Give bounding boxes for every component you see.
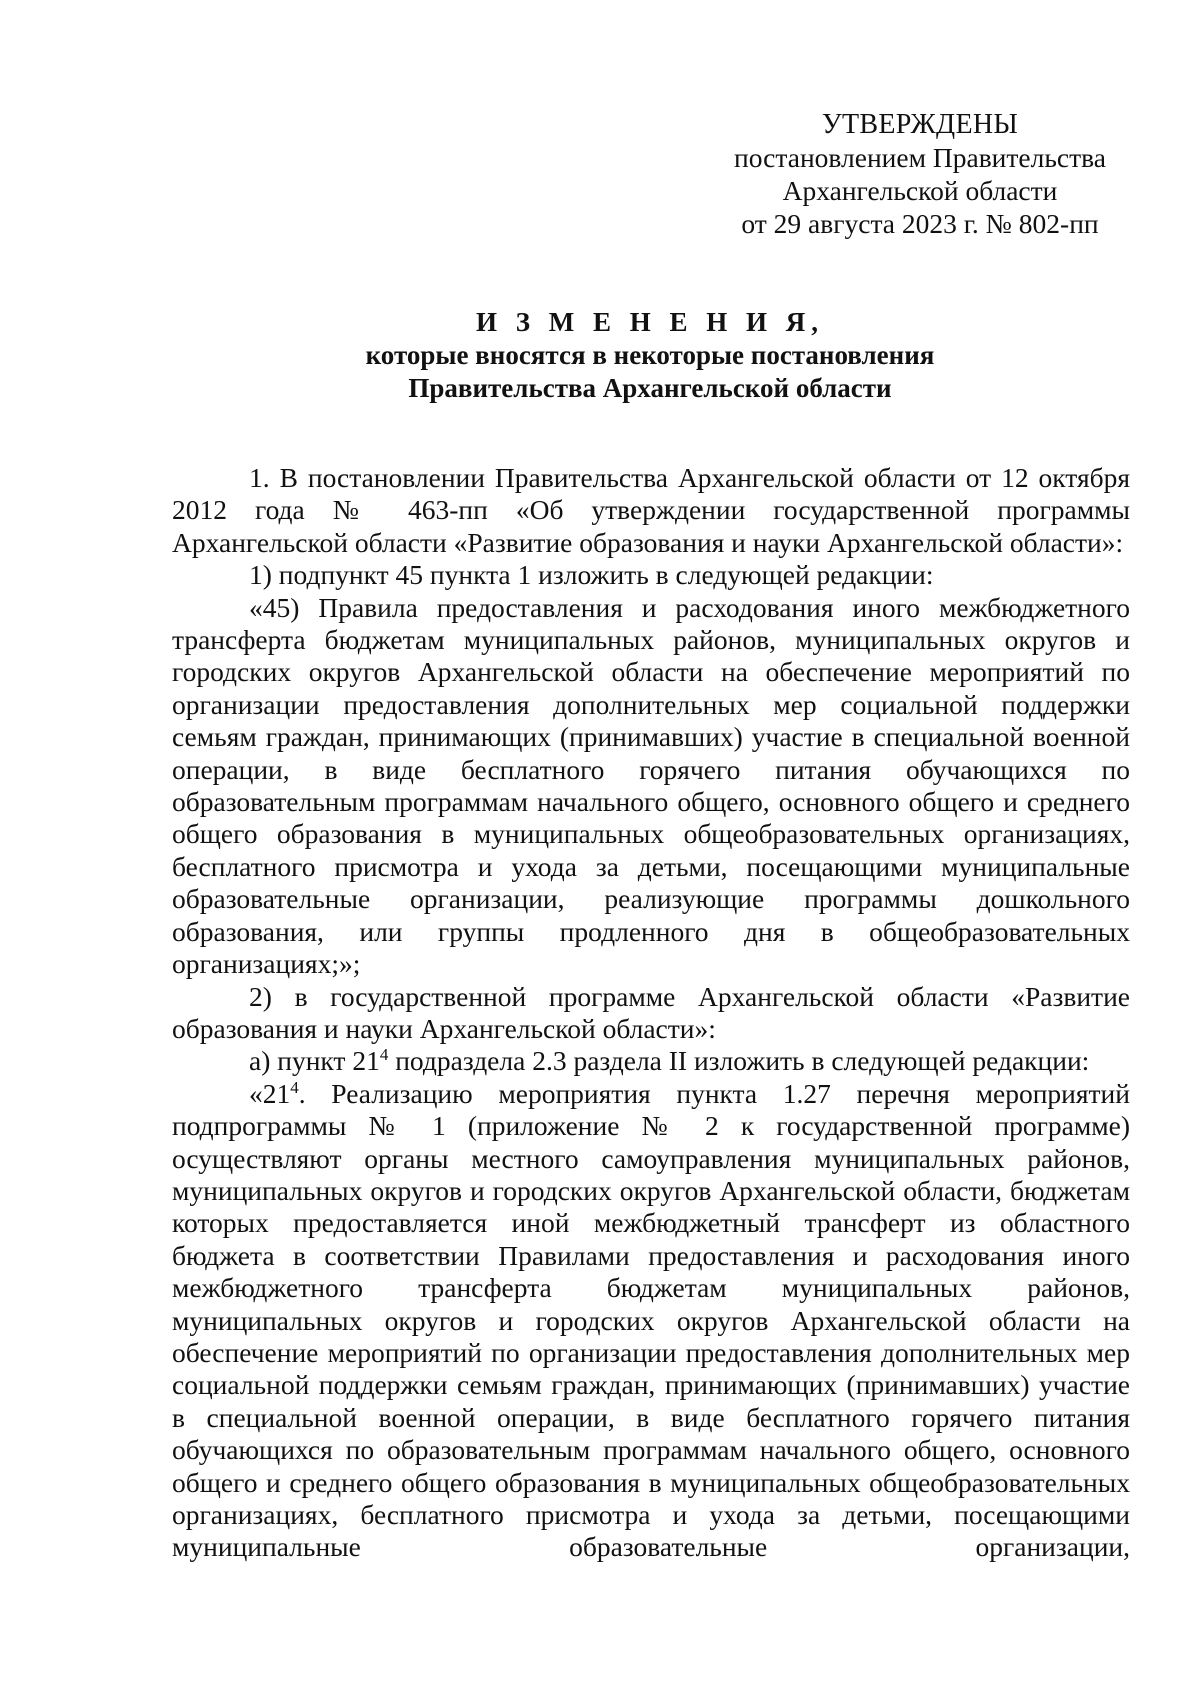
paragraph-6-text-b: . Реализацию мероприятия пункта 1.27 перечня мероприятий подпрограммы № 1 (приложение № 2 к государственной программе) осуществляют органы местного самоуправления муниципальных районов, муниципальных округов и городских округов Архангельской области, бюджетам которых предоставляется иной межбюджетный трансферт из областного бюджета в соответствии Правилами предоставления и расходования иного межбюджетного трансферта бюджетам муниципальных районов, муниципальных округов и городских округов Архангельской области на обеспечение мероприятий по организации предоставления дополнительных мер социальной поддержки семьям граждан, принимающих (принимавших) участие в специальной военной операции, в виде бесплатного горячего питания обучающихся по образовательным программам начального общего, основного общего и среднего общего образования в муниципальных общеобразовательных организациях, бесплатного присмотра и ухода за детьми, посещающими муниципальные образовательные организации, bbox=[172, 1077, 1130, 1563]
paragraph-1: 1. В постановлении Правительства Архангельской области от 12 октября 2012 года № 463-пп «Об утверждении государственной программы Архангельской области «Развитие образования и науки Архангельской области»: bbox=[172, 462, 1130, 558]
paragraph-5-text-b: подраздела 2.3 раздела II изложить в следующей редакции: bbox=[388, 1045, 1090, 1077]
paragraph-6-superscript: 4 bbox=[290, 1077, 299, 1097]
paragraph-3: «45) Правила предоставления и расходования иного межбюджетного трансферта бюджетам муниципальных районов, муниципальных округов и городских округов Архангельской области на обеспечение мероприятий по организации предоставления дополнительных мер социальной поддержки семьям граждан, принимающих (принимавших) участие в специальной военной операции, в виде бесплатного горячего питания обучающихся по образовательным программам начального общего, основного общего и среднего общего образования в муниципальных общеобразовательных организациях, бесплатного присмотра и ухода за детьми, посещающими муниципальные образовательные организации, реализующие программы дошкольного образования, или группы продленного дня в общеобразовательных организациях;»; bbox=[172, 591, 1130, 980]
approval-line-date: от 29 августа 2023 г. № 802-пп bbox=[741, 208, 1099, 239]
heading-subtitle-line1: которые вносятся в некоторые постановления bbox=[365, 340, 935, 370]
paragraph-5-text-a: а) пункт 21 bbox=[249, 1045, 380, 1077]
paragraph-6-text-a: «21 bbox=[249, 1077, 291, 1109]
paragraph-5-superscript: 4 bbox=[379, 1045, 389, 1065]
approval-title: УТВЕРЖДЕНЫ bbox=[821, 109, 1019, 140]
document-body bbox=[172, 462, 1130, 1564]
paragraph-5 bbox=[172, 1045, 1130, 1077]
document-heading bbox=[170, 306, 1130, 405]
approval-line-region: Архангельской области bbox=[782, 175, 1058, 206]
paragraph-6 bbox=[172, 1078, 1130, 1564]
heading-title: И З М Е Н Е Н И Я, bbox=[475, 307, 824, 337]
approval-block bbox=[700, 108, 1140, 240]
heading-subtitle-line2: Правительства Архангельской области bbox=[408, 373, 892, 403]
paragraph-4: 2) в государственной программе Архангельской области «Развитие образования и науки Архангельской области»: bbox=[172, 980, 1130, 1044]
approval-line-decree: постановлением Правительства bbox=[734, 142, 1106, 173]
paragraph-2: 1) подпункт 45 пункта 1 изложить в следующей редакции: bbox=[249, 559, 934, 591]
